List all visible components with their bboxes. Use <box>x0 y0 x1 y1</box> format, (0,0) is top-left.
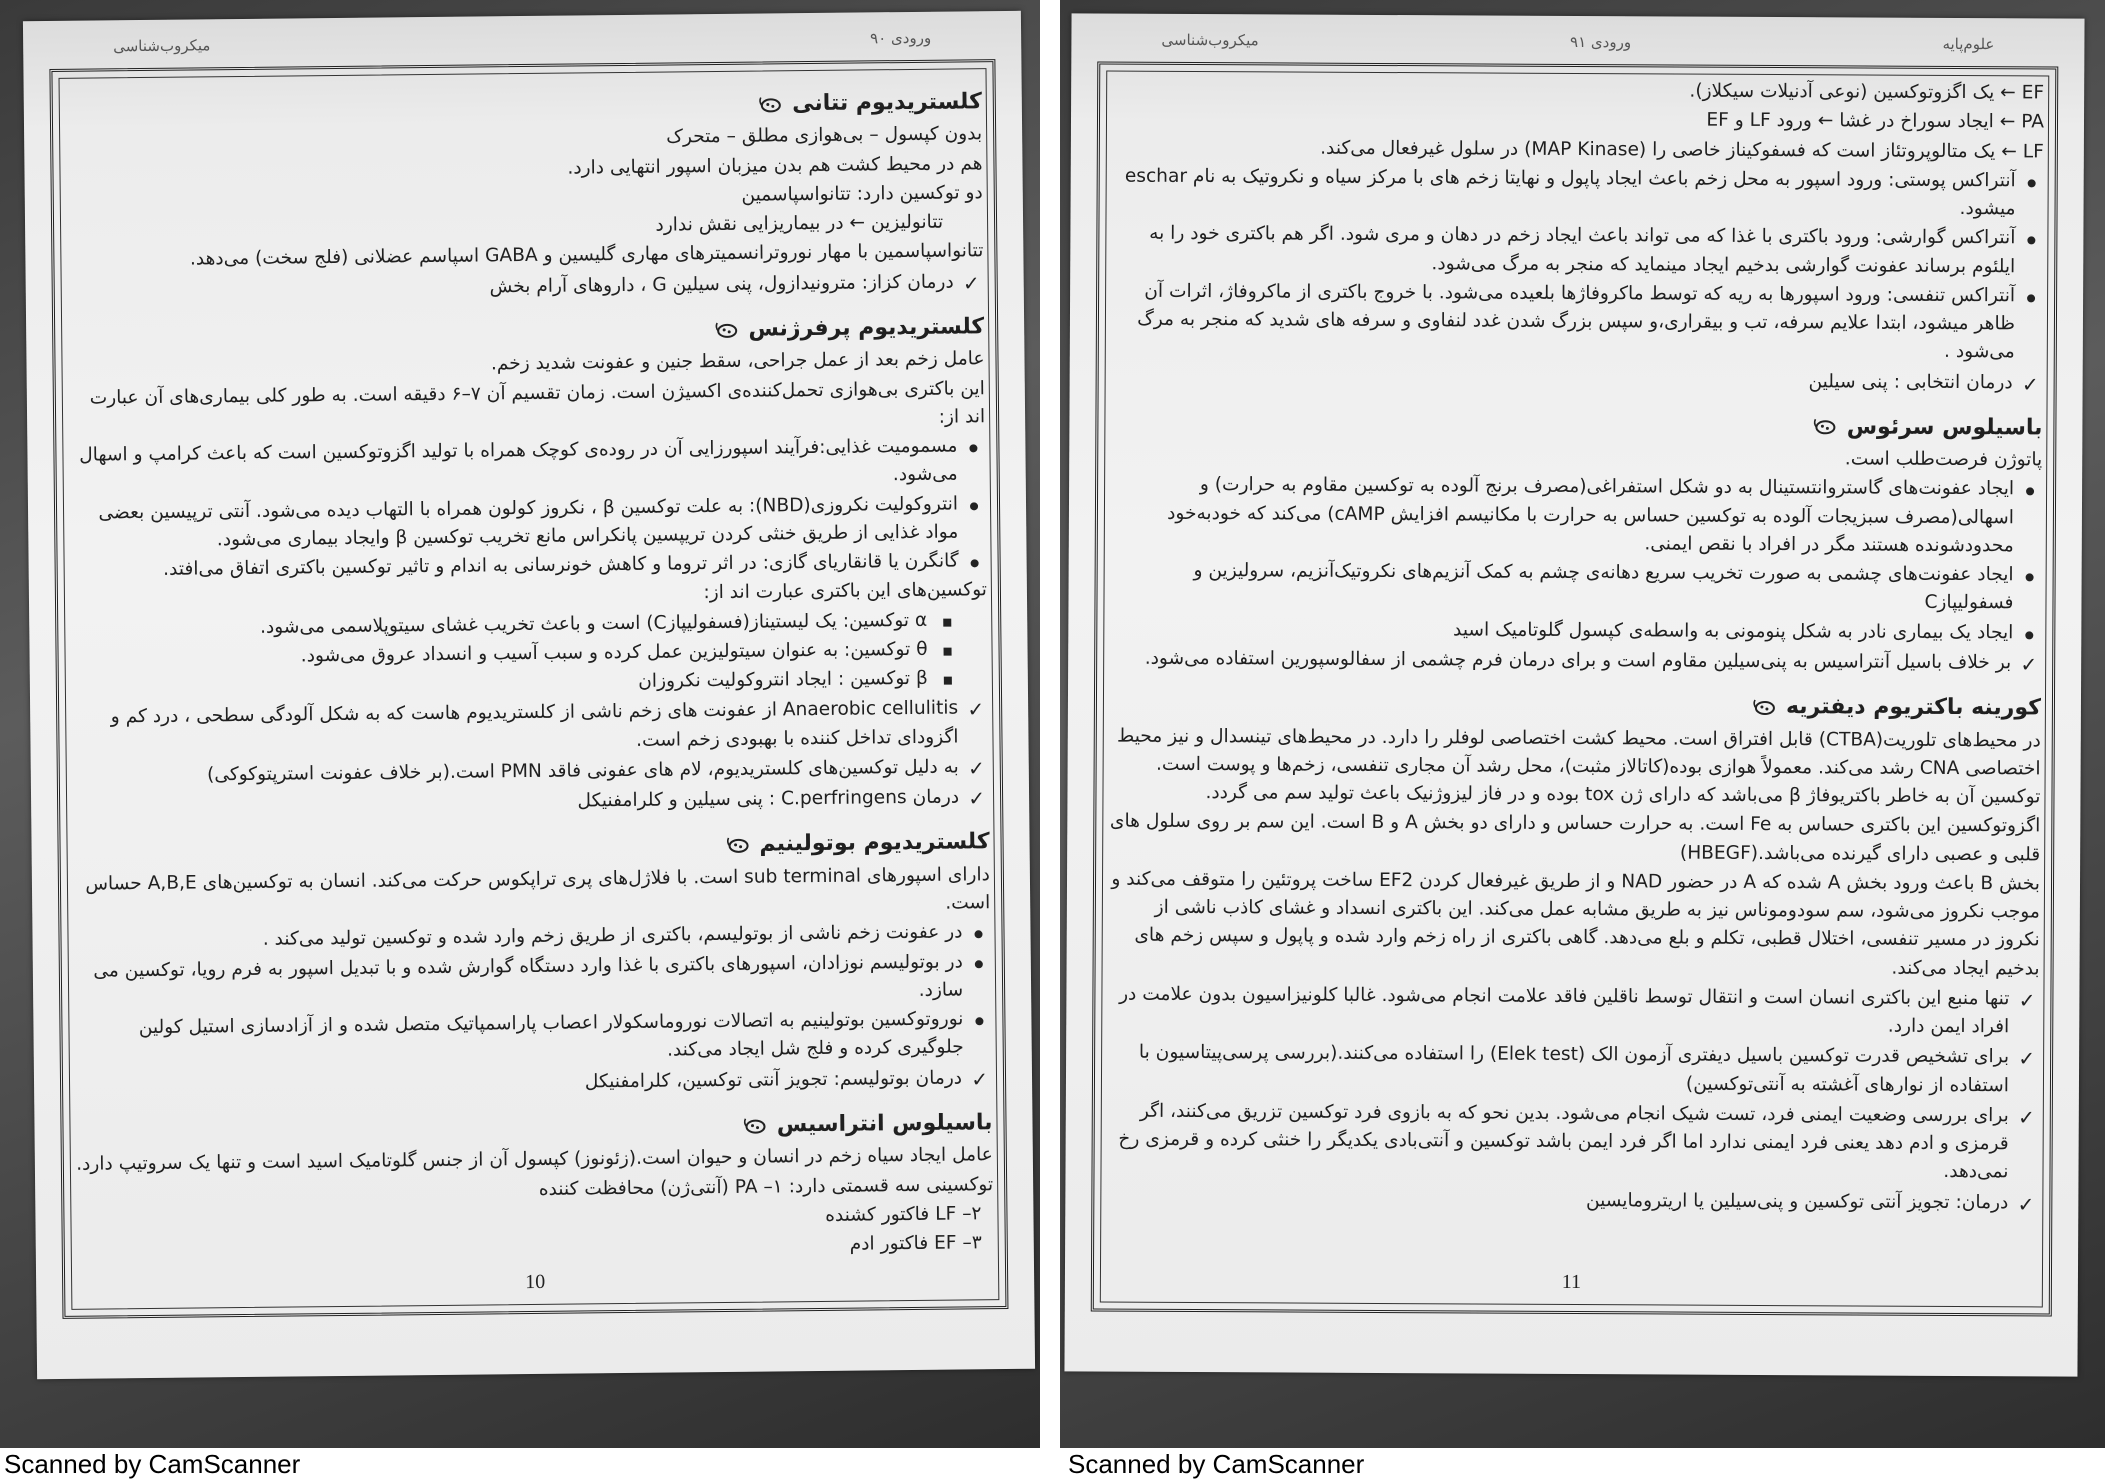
paragraph: پاتوژن فرصت‌طلب است. <box>1844 448 2043 471</box>
section-heading-text: کلستریدیوم تتانی <box>792 89 982 117</box>
paragraph: اگزوتوکسین این باکتری حساس به Fe است. به حرارت حساس و دارای دو بخش A و B است. این سم بر روی سلول های قلبی و عصبی دارای گیرنده می‌باشد.(HBEGF) <box>1109 810 2041 866</box>
scanner-watermark: Scanned by CamScanner <box>4 1449 301 1479</box>
paragraph: بخش B باعث ورود بخش A شده که A در حضور NAD و از طریق غیرفعال کردن EF2 ساخت پروتئین را متوقف می‌کند و موجب نکروز می‌شود، سم سودوموناس نیز به طریق مشابه عمل می‌کند. این باکتری انسداد و غشای کاذب ناشی از نکروز در مسیر تنفسی، اختلال قطبی، تکلم و بلع می‌دهد. گاهی باکتری از راه زخم وارد شده و پاپول و سپس زخم های بدخیم ایجاد می‌کند. <box>1111 868 2041 980</box>
check-item: ✓ درمان کزاز: مترونیدازول، پنی سیلین G ، داروهای آرام بخش <box>66 268 984 306</box>
paragraph: عامل زخم بعد از عمل جراحی، سقط جنین و عفونت شدید زخم. <box>490 348 985 375</box>
scan-page-right <box>1060 0 2105 1448</box>
bullet-item: ایجاد عفونت‌های چشمی به صورت تخریب سریع دهانه‌ی چشم به کمک آنزیم‌های نکروتیک‌آنزیم، سرولیزین و فسفولیپازC <box>1108 557 2041 618</box>
bacteria-icon <box>758 91 784 117</box>
running-head-right: میکروب‌شناسی <box>113 36 211 56</box>
paper-sheet <box>1064 13 2084 1376</box>
bullet-item: آنتراکس گوارشی: ورود باکتری با غذا که می تواند باعث ایجاد زخم در دهان و مری شود. اگر هم باکتری خود را به ایلئوم برساند عفونت گوارشی بدخیم ایجاد مینماید که منجر به مرگ می‌شود. <box>1110 220 2043 281</box>
bullet-item: مسمومیت غذایی:فرآیند اسپورزایی آن در روده‌ی کوچک همراه با تولید اگزوتوکسین است که باعث کرامپ و اسهال می‌شود. <box>67 432 986 498</box>
paragraph: LF ← یک متالوپروتئاز است که فسفوکیناز خاصی را (MAP Kinase) در سلول غیرفعال می‌کند. <box>1320 137 2044 162</box>
paragraph: PA ← ایجاد سوراخ در غشا ← ورود LF و EF <box>1706 109 2045 133</box>
scanner-watermark: Scanned by CamScanner <box>1068 1449 1365 1479</box>
bullet-item: ایجاد عفونت‌های گاستروانتستینال به دو شکل استفراغی(مصرف برنج آلوده به توکسین مقاوم به حرارت) و اسهالی(مصرف سبزیجات آلوده به توکسین حساس به حرارت با مکانیسم افزایش cAMP) می‌کند که خودبه‌خود محدودشونده هستند مگر در افراد با نقص ایمنی. <box>1109 471 2042 561</box>
paragraph: EF ← یک اگزوتوکسین (نوعی آدنیلات سیکلاز). <box>1689 80 2045 104</box>
paragraph: عامل ایجاد سیاه زخم در انسان و حیوان است.(زئونوز) کپسول آن از جنس گلوتامیک اسید است و تنها یک سروتیپ دارد. <box>76 1144 993 1176</box>
paragraph: این باکتری بی‌هوازی تحمل‌کننده‌ی اکسیژن است. زمان تقسیم آن ۷–۶ دقیقه است. به طور کلی بیماری‌های آن عبارت اند از: <box>89 377 986 428</box>
bullet-item: آنتراکس تنفسی: ورود اسپورها به ریه که توسط ماکروفاژها بلعیده می‌شود. با خروج باکتری از ماکروفاژ، اثرات آن ظاهر میشود، ابتدا علایم سرفه، تب و بیقراری،و سپس بزرگ شدن غدد لنفاوی و سرفه های شدید که منجر به مرگ می‌شود . <box>1110 277 2043 367</box>
bacteria-icon <box>714 316 740 342</box>
sub-bullet-item: β توکسین : ایجاد انتروکولیت نکروزان <box>70 664 988 702</box>
section-heading-text: باسیلوس انتراسیس <box>776 1109 993 1138</box>
running-head-left: علوم‌پایه <box>1942 34 1995 54</box>
running-head <box>113 18 931 67</box>
page-content <box>1105 74 2044 1307</box>
numbered-item: ۳– EF فاکتور ادم <box>849 1232 982 1255</box>
bullet-item: در بوتولیسم نوزادان، اسپورهای باکتری با غذا وارد دستگاه گوارش شده و با تبدیل اسپور به فرم رویا، توکسین می سازد. <box>73 948 992 1014</box>
section-heading-text: باسیلوس سرئوس <box>1846 414 2043 441</box>
check-item: ✓ Anaerobic cellulitis از عفونت های زخم ناشی از کلستریدیوم هاست که به شکل آلودگی سطحی ، درد کم و اگزودای تداخل کننده با بهبودی زخم است. <box>70 695 989 761</box>
running-head-left: ورودی ۹۰ <box>870 28 932 48</box>
paragraph: توکسینی سه قسمتی دارد: ۱– PA (آنتی‌ژن) محافظت کننده <box>538 1173 994 1200</box>
paragraph: تتانواسپاسمین با مهار نوروترانسمیترهای مهاری گلیسین و GABA اسپاسم عضلانی (فلج سخت) می‌دهد. <box>189 240 984 270</box>
check-item: ✓ به دلیل توکسین‌های کلستریدیوم، لام های عفونی فاقد PMN است.(بر خلاف عفونت استرپتوکوکی) <box>71 753 989 791</box>
numbered-item: ۲– LF فاکتور کشنده <box>825 1203 982 1226</box>
running-head-right: میکروب‌شناسی <box>1161 30 1259 50</box>
check-item: ✓ برای تشخیص قدرت توکسین باسیل دیفتری آزمون الک (Elek test) را استفاده می‌کنند.(بررسی پرسی‌پیتاسیون با استفاده از نوارهای آغشته به آنتی‌توکسین) <box>1106 1039 2039 1100</box>
check-item: ✓ درمان بوتولیسم: تجویز آنتی توکسین، کلرامفنیکل <box>74 1064 992 1102</box>
paragraph: در محیط‌های تلوریت(CTBA) قابل افتراق است. محیط کشت اختصاصی لوفلر را دارد. در محیط‌های تینسدال و نیز محیط اختصاصی CNA رشد می‌کند. معمولاً هوازی بوده(کاتالاز مثبت)، محل رشد آن مجاری تنفسی، زخم‌ها و پوست است. توکسین آن به خاطر باکتریوفاژ β می‌باشد که دارای ژن tox بوده و در فاز لیزوژنیک باعث تولید سم می گردد. <box>1117 725 2041 808</box>
bullet-item: آنتراکس پوستی: ورود اسپور به محل زخم باعث ایجاد پاپول و نهایتا زخم های با مرکز سیاه و نکروتیک به نام eschar میشود. <box>1110 162 2043 223</box>
check-item: ✓ درمان: تجویز آنتی توکسین و پنی‌سیلین یا اریترومایسین <box>1105 1184 2038 1217</box>
bullet-item: گانگرن یا قانقاریای گازی: در اثر تروما و کاهش خونرسانی به اندام و تاثیر توکسین باکتری اتفاق می‌افتد. <box>69 547 987 585</box>
running-head-center: ورودی ۹۱ <box>1570 32 1632 52</box>
paragraph: دارای اسپورهای sub terminal است. با فلاژل‌های پری تراپکوس حرکت می‌کند. انسان به توکسین‌های A,B,E حساس است. <box>85 863 991 914</box>
section-heading-text: کورینه باکتریوم دیفتریه <box>1785 694 2042 721</box>
check-item: ✓ برای بررسی وضعیت ایمنی فرد، تست شیک انجام می‌شود. بدین نحو که به بازوی فرد توکسین تزریق می‌کنند، اگر قرمزی و ادم دهد یعنی فرد ایمنی ندارد اما اگر فرد ایمن باشد توکسین و آنتی‌بادی یکدیگر را خنثی کرده و قرمزی رخ نمی‌دهد. <box>1105 1097 2038 1187</box>
check-item: ✓ درمان C.perfringens : پنی سیلین و کلرامفنیکل <box>71 783 989 821</box>
section-heading <box>1109 406 2042 444</box>
indented-line: تتانولیزین ← در بیماریزایی نقش ندارد <box>655 211 944 236</box>
sub-bullet-item: θ توکسین: به عنوان سیتولیزین عمل کرده و سبب آسیب و انسداد عروق می‌شود. <box>69 635 987 673</box>
paper-sheet <box>23 11 1035 1379</box>
paragraph: بدون کپسول – بی‌هوازی مطلق – متحرک <box>666 123 983 148</box>
sub-bullet-item: α توکسین: یک لیستیناز(فسفولیپازC) است و باعث تخریب غشای سیتوپلاسمی می‌شود. <box>69 606 987 644</box>
page-content <box>64 71 995 1309</box>
section-heading <box>1108 687 2041 725</box>
paragraph: دو توکسین دارد: تتانواسپاسمین <box>741 182 983 206</box>
paragraph: توکسین‌های این باکتری عبارت اند از: <box>703 579 988 604</box>
section-heading-text: کلستریدیوم بوتولینیم <box>759 829 990 857</box>
page-number: 10 <box>525 1270 546 1294</box>
bullet-item: نوروتوکسین بوتولینیم به اتصالات نوروماسکولار اعصاب پاراسمپاتیک متصل شده و از آزادسازی استیل کولین جلوگیری کرده و فلج شل ایجاد می‌کند. <box>73 1005 992 1071</box>
check-item: ✓ تنها منبع این باکتری انسان است و انتقال توسط ناقلین فاقد علامت انجام می‌شود. غالبا کلونیزاسیون بدون علامت در افراد ایمن دارد. <box>1106 980 2039 1041</box>
bacteria-icon <box>1813 414 1839 440</box>
bacteria-icon <box>1752 694 1778 720</box>
check-item: ✓ بر خلاف باسیل آنتراسیس به پنی‌سیلین مقاوم است و برای درمان فرم چشمی از سفالوسپورین استفاده می‌شود. <box>1108 644 2041 677</box>
bacteria-icon <box>725 832 751 858</box>
section-heading-text: کلستریدیوم پرفرژنس <box>748 314 985 342</box>
paragraph: هم در محیط کشت هم بدن میزبان اسپور انتهایی دارد. <box>567 152 983 179</box>
check-item: ✓ درمان انتخابی : پنی سیلین <box>1110 364 2043 397</box>
running-head <box>1161 20 1994 64</box>
bullet-item: در عفونت زخم ناشی از بوتولیسم، باکتری از طریق زخم وارد شده و توکسین تولید می‌کند . <box>72 918 990 956</box>
scan-page-left <box>0 0 1040 1448</box>
page-number: 11 <box>1561 1270 1582 1294</box>
bacteria-icon <box>743 1112 769 1138</box>
bullet-item: انتروکولیت نکروزی(NBD): به علت توکسین β ، نکروز کولون همراه با التهاب دیده می‌شود. آنتی ترپیسین بعضی مواد غذایی از طریق خنثی کردن تریپسین پانکراس مانع تخریب توکسین β وایجاد بیماری می‌شود. <box>68 490 987 556</box>
bullet-item: ایجاد یک بیماری نادر به شکل پنومونی به واسطه‌ی کپسول گلوتامیک اسید <box>1108 614 2041 647</box>
